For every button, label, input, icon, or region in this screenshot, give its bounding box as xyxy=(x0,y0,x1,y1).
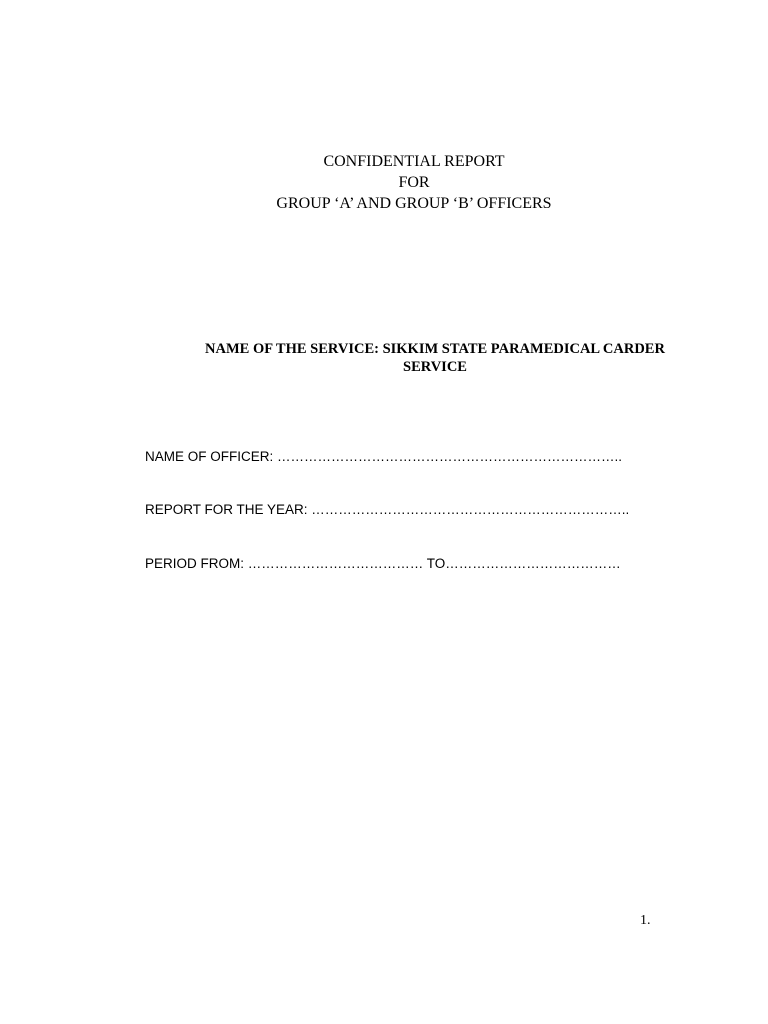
officer-name-field xyxy=(145,449,622,464)
title-line-3: GROUP ‘A’ AND GROUP ‘B’ OFFICERS xyxy=(276,195,552,212)
period-from-label: PERIOD FROM: xyxy=(145,556,245,571)
page-number: 1. xyxy=(640,913,651,928)
report-year-label: REPORT FOR THE YEAR: xyxy=(145,502,308,517)
period-field xyxy=(145,556,621,571)
title-line-2: FOR xyxy=(398,174,430,191)
period-from-blank: ………………………………… xyxy=(244,556,427,571)
report-title xyxy=(0,151,768,214)
report-year-blank: …………………………………………………………….. xyxy=(307,502,630,517)
title-line-1: CONFIDENTIAL REPORT xyxy=(323,153,505,170)
service-name xyxy=(190,340,680,376)
service-line-1: NAME OF THE SERVICE: SIKKIM STATE PARAMEDICAL CARDER xyxy=(205,341,665,357)
service-line-2: SERVICE xyxy=(403,359,467,375)
period-to-label: TO xyxy=(426,556,446,571)
officer-name-blank: ………………………………………………………………….. xyxy=(273,449,623,464)
report-year-field xyxy=(145,502,629,517)
officer-name-label: NAME OF OFFICER: xyxy=(145,449,274,464)
period-to-blank: ………………………………… xyxy=(445,556,621,571)
